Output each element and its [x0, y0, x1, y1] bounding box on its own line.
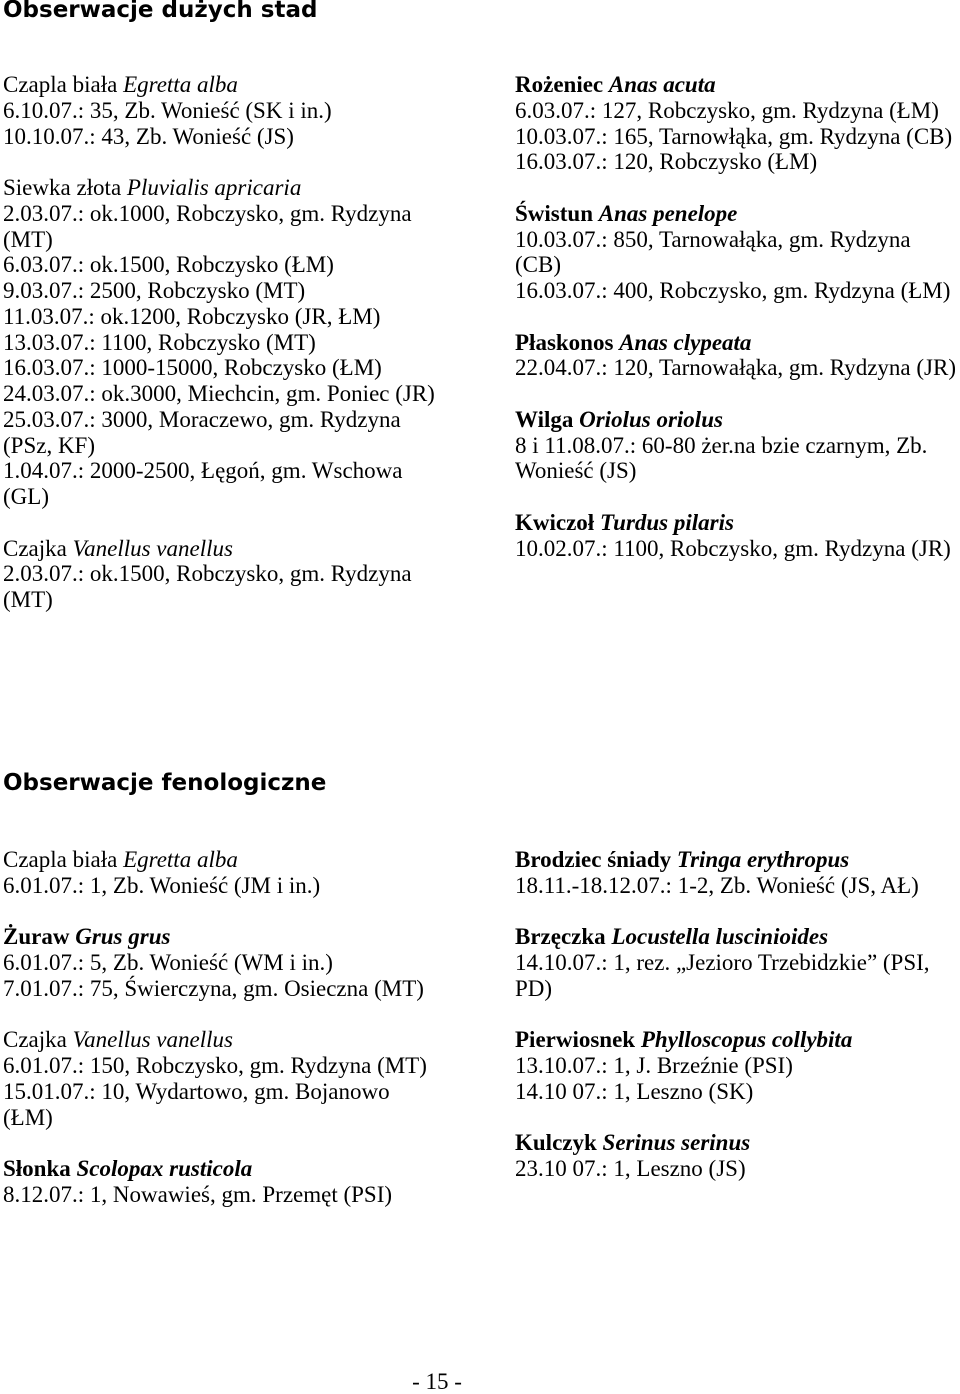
species-latin-name: Pluvialis apricaria — [126, 175, 302, 200]
species-polish-name: Czapla biała — [3, 847, 118, 872]
observation-record: 15.01.07.: 10, Wydartowo, gm. Bojanowo (ŁM) — [3, 1078, 390, 1130]
species-header — [3, 175, 445, 201]
species-polish-name: Kwiczoł — [515, 509, 595, 535]
species-entry — [515, 847, 957, 899]
species-latin-name: Oriolus oriolus — [579, 406, 723, 432]
species-header — [3, 536, 445, 562]
observation-record: 10.02.07.: 1100, Robczysko, gm. Rydzyna (JR) — [515, 535, 951, 561]
species-polish-name: Brzęczka — [515, 924, 606, 950]
species-latin-name: Scolopax rusticola — [76, 1156, 253, 1181]
species-polish-name: Płaskonos — [515, 329, 614, 355]
species-header — [515, 407, 957, 433]
large-flocks-right-column — [515, 72, 957, 561]
observation-record: 6.01.07.: 150, Robczysko, gm. Rydzyna (MT) — [3, 1053, 427, 1078]
observation-record: 2.03.07.: ok.1000, Robczysko, gm. Rydzyna (MT) — [3, 200, 412, 252]
species-polish-name: Rożeniec — [515, 72, 604, 97]
observation-record: 6.01.07.: 1, Zb. Wonieść (JM i in.) — [3, 872, 321, 898]
species-polish-name: Kulczyk — [515, 1130, 597, 1156]
phenology-right-column — [515, 847, 957, 1182]
species-entry — [515, 407, 957, 484]
species-polish-name: Wilga — [515, 406, 574, 432]
species-latin-name: Tringa erythropus — [676, 847, 850, 872]
species-entry — [515, 330, 957, 382]
species-polish-name: Czajka — [3, 535, 67, 561]
observation-record: 9.03.07.: 2500, Robczysko (MT) — [3, 278, 306, 303]
section-heading-large-flocks: Obserwacje dużych stad — [3, 0, 318, 23]
species-entry — [515, 201, 957, 304]
species-entry — [3, 536, 445, 613]
observation-record: 10.03.07.: 165, Tarnowłąka, gm. Rydzyna (CB) — [515, 123, 953, 149]
observation-record: 11.03.07.: ok.1200, Robczysko (JR, ŁM) — [3, 303, 381, 329]
species-header — [3, 924, 445, 950]
observation-record: 14.10.07.: 1, rez. „Jezioro Trzebidzkie” (PSI, PD) — [515, 950, 930, 1001]
species-latin-name: Vanellus vanellus — [72, 535, 233, 561]
species-latin-name: Serinus serinus — [602, 1130, 751, 1156]
observation-record: 6.01.07.: 5, Zb. Wonieść (WM i in.) — [3, 950, 333, 975]
species-polish-name: Pierwiosnek — [515, 1027, 636, 1053]
species-header — [3, 1027, 445, 1053]
observation-record: 18.11.-18.12.07.: 1-2, Zb. Wonieść (JS, AŁ) — [515, 872, 919, 898]
species-entry — [515, 924, 957, 1001]
species-latin-name: Grus grus — [75, 924, 171, 950]
species-polish-name: Słonka — [3, 1156, 71, 1181]
species-entry — [515, 72, 957, 175]
observation-record: 25.03.07.: 3000, Moraczewo, gm. Rydzyna (PSz, KF) — [3, 406, 401, 458]
species-entry — [3, 175, 445, 510]
species-header — [515, 330, 957, 356]
species-latin-name: Phylloscopus collybita — [640, 1027, 853, 1053]
observation-record: 13.10.07.: 1, J. Brzeźnie (PSI) — [515, 1053, 793, 1078]
phenology-left-column — [3, 847, 445, 1208]
observation-record: 10.10.07.: 43, Zb. Wonieść (JS) — [3, 123, 294, 149]
observation-record: 13.03.07.: 1100, Robczysko (MT) — [3, 329, 316, 355]
observation-record: 8 i 11.08.07.: 60-80 żer.na bzie czarnym, Zb. Wonieść (JS) — [515, 432, 928, 484]
species-latin-name: Egretta alba — [123, 847, 238, 872]
species-header — [515, 201, 957, 227]
species-header — [515, 924, 957, 950]
species-latin-name: Anas penelope — [598, 200, 738, 226]
species-entry — [515, 510, 957, 562]
species-header — [515, 1130, 957, 1156]
species-latin-name: Anas clypeata — [619, 329, 752, 355]
large-flocks-left-column — [3, 72, 445, 613]
observation-record: 6.03.07.: ok.1500, Robczysko (ŁM) — [3, 252, 334, 278]
observation-record: 8.12.07.: 1, Nowawieś, gm. Przemęt (PSI) — [3, 1181, 393, 1207]
observation-record: 2.03.07.: ok.1500, Robczysko, gm. Rydzyna (MT) — [3, 561, 412, 612]
species-entry — [515, 1130, 957, 1182]
species-entry — [3, 924, 445, 1001]
species-latin-name: Locustella luscinioides — [611, 924, 829, 950]
species-entry — [3, 1156, 445, 1208]
species-entry — [3, 847, 445, 899]
observation-record: 7.01.07.: 75, Świerczyna, gm. Osieczna (MT) — [3, 975, 424, 1001]
page-number: - 15 - — [412, 1369, 462, 1394]
observation-record: 16.03.07.: 400, Robczysko, gm. Rydzyna (ŁM) — [515, 278, 951, 303]
observation-record: 23.10 07.: 1, Leszno (JS) — [515, 1156, 746, 1181]
species-polish-name: Świstun — [515, 200, 593, 226]
species-entry — [3, 1027, 445, 1130]
species-latin-name: Turdus pilaris — [599, 509, 734, 535]
species-polish-name: Żuraw — [3, 924, 70, 950]
species-header — [515, 510, 957, 536]
observation-record: 24.03.07.: ok.3000, Miechcin, gm. Poniec (JR) — [3, 381, 435, 406]
observation-record: 6.10.07.: 35, Zb. Wonieść (SK i in.) — [3, 97, 332, 123]
observation-record: 16.03.07.: 1000-15000, Robczysko (ŁM) — [3, 355, 382, 381]
observation-record: 22.04.07.: 120, Tarnowałąka, gm. Rydzyna (JR) — [515, 355, 956, 381]
observation-record: 10.03.07.: 850, Tarnowałąka, gm. Rydzyna (CB) — [515, 226, 911, 278]
species-latin-name: Anas acuta — [608, 72, 716, 97]
species-header — [515, 1027, 957, 1053]
species-latin-name: Egretta alba — [123, 72, 238, 97]
species-header — [515, 72, 957, 98]
observation-record: 14.10 07.: 1, Leszno (SK) — [515, 1078, 754, 1104]
species-polish-name: Brodziec śniady — [515, 847, 672, 872]
species-header — [515, 847, 957, 873]
species-entry — [515, 1027, 957, 1104]
species-entry — [3, 72, 445, 149]
species-latin-name: Vanellus vanellus — [72, 1027, 233, 1053]
observation-record: 1.04.07.: 2000-2500, Łęgoń, gm. Wschowa (GL) — [3, 458, 403, 509]
species-header — [3, 1156, 445, 1182]
species-polish-name: Czapla biała — [3, 72, 118, 97]
species-polish-name: Czajka — [3, 1027, 67, 1053]
species-header — [3, 72, 445, 98]
section-heading-phenology: Obserwacje fenologiczne — [3, 770, 327, 796]
species-header — [3, 847, 445, 873]
observation-record: 16.03.07.: 120, Robczysko (ŁM) — [515, 149, 818, 175]
observation-record: 6.03.07.: 127, Robczysko, gm. Rydzyna (ŁM) — [515, 97, 939, 123]
species-polish-name: Siewka złota — [3, 175, 122, 200]
